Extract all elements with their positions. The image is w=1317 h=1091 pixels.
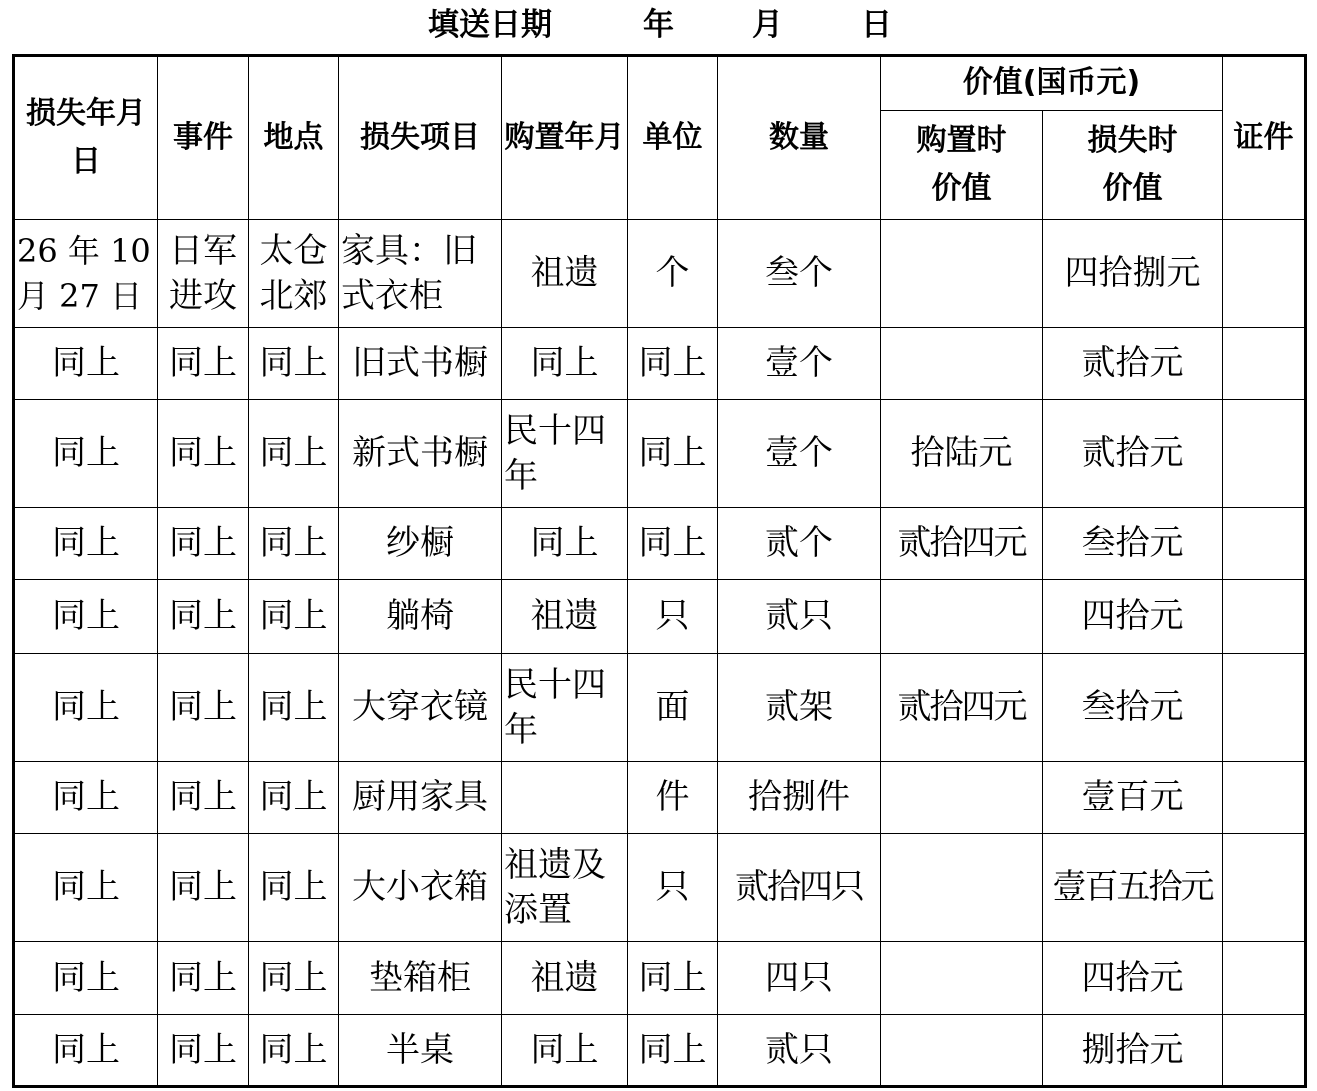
cell-place: 同上 <box>249 834 339 942</box>
cell-unit: 同上 <box>628 508 718 580</box>
cell-event: 同上 <box>158 400 249 508</box>
cell-purchase-date: 祖遗 <box>502 580 628 654</box>
cell-event: 同上 <box>158 942 249 1015</box>
cell-purchase-date <box>502 762 628 834</box>
col-header-evidence: 证件 <box>1223 56 1306 220</box>
cell-quantity: 四只 <box>718 942 881 1015</box>
cell-value-loss: 四拾元 <box>1043 942 1223 1015</box>
cell-event: 同上 <box>158 834 249 942</box>
table-row <box>14 580 1306 654</box>
table-row <box>14 328 1306 400</box>
cell-value-purchase <box>881 942 1043 1015</box>
cell-evidence <box>1223 508 1306 580</box>
col-header-value-loss: 损失时价值 <box>1043 110 1223 219</box>
cell-evidence <box>1223 328 1306 400</box>
cell-quantity: 贰只 <box>718 1015 881 1087</box>
cell-quantity: 壹个 <box>718 328 881 400</box>
cell-quantity: 贰架 <box>718 654 881 762</box>
cell-place: 同上 <box>249 400 339 508</box>
cell-quantity: 壹个 <box>718 400 881 508</box>
col-header-value-purchase: 购置时价值 <box>881 110 1043 219</box>
fill-date-month: 月 <box>752 7 783 43</box>
cell-place: 同上 <box>249 328 339 400</box>
cell-loss-date: 同上 <box>14 508 158 580</box>
cell-quantity: 贰拾四只 <box>718 834 881 942</box>
cell-place: 同上 <box>249 762 339 834</box>
cell-item: 家具：旧式衣柜 <box>339 220 502 328</box>
cell-place: 太仓北郊 <box>249 220 339 328</box>
cell-event: 同上 <box>158 580 249 654</box>
cell-value-purchase <box>881 762 1043 834</box>
cell-unit: 个 <box>628 220 718 328</box>
cell-unit: 同上 <box>628 328 718 400</box>
cell-evidence <box>1223 762 1306 834</box>
cell-event: 同上 <box>158 654 249 762</box>
fill-date-label: 填送日期 <box>428 7 552 43</box>
cell-item: 大小衣箱 <box>339 834 502 942</box>
cell-purchase-date: 民十四年 <box>502 400 628 508</box>
col-header-purchase-date: 购置年月 <box>502 56 628 220</box>
cell-evidence <box>1223 654 1306 762</box>
table-row <box>14 834 1306 942</box>
cell-item: 垫箱柜 <box>339 942 502 1015</box>
fill-date-line <box>0 2 1317 50</box>
col-header-event: 事件 <box>158 56 249 220</box>
cell-item: 纱橱 <box>339 508 502 580</box>
col-header-loss-date: 损失年月日 <box>14 56 158 220</box>
cell-quantity: 拾捌件 <box>718 762 881 834</box>
cell-evidence <box>1223 400 1306 508</box>
cell-purchase-date: 同上 <box>502 1015 628 1087</box>
cell-place: 同上 <box>249 580 339 654</box>
cell-place: 同上 <box>249 1015 339 1087</box>
cell-item: 厨用家具 <box>339 762 502 834</box>
cell-purchase-date: 同上 <box>502 508 628 580</box>
cell-event: 同上 <box>158 508 249 580</box>
table-row <box>14 508 1306 580</box>
fill-date-year: 年 <box>643 7 674 43</box>
cell-unit: 同上 <box>628 400 718 508</box>
cell-loss-date: 同上 <box>14 942 158 1015</box>
cell-value-purchase <box>881 580 1043 654</box>
cell-value-purchase: 拾陆元 <box>881 400 1043 508</box>
cell-quantity: 叁个 <box>718 220 881 328</box>
col-header-unit: 单位 <box>628 56 718 220</box>
cell-value-purchase <box>881 220 1043 328</box>
cell-unit: 只 <box>628 580 718 654</box>
cell-value-loss: 贰拾元 <box>1043 328 1223 400</box>
table-row <box>14 1015 1306 1087</box>
cell-evidence <box>1223 1015 1306 1087</box>
cell-value-loss: 四拾捌元 <box>1043 220 1223 328</box>
cell-item: 半桌 <box>339 1015 502 1087</box>
col-header-quantity: 数量 <box>718 56 881 220</box>
fill-date-day: 日 <box>861 7 892 43</box>
col-header-item: 损失项目 <box>339 56 502 220</box>
cell-item: 新式书橱 <box>339 400 502 508</box>
cell-quantity: 贰个 <box>718 508 881 580</box>
cell-evidence <box>1223 220 1306 328</box>
table-row <box>14 220 1306 328</box>
table-row <box>14 654 1306 762</box>
cell-value-purchase <box>881 328 1043 400</box>
cell-loss-date: 同上 <box>14 1015 158 1087</box>
cell-value-loss: 叁拾元 <box>1043 654 1223 762</box>
cell-event: 同上 <box>158 328 249 400</box>
cell-event: 同上 <box>158 1015 249 1087</box>
col-header-value-group: 价值(国币元) <box>881 56 1223 111</box>
cell-purchase-date: 祖遗 <box>502 220 628 328</box>
cell-purchase-date: 祖遗及添置 <box>502 834 628 942</box>
cell-value-loss: 四拾元 <box>1043 580 1223 654</box>
col-header-place: 地点 <box>249 56 339 220</box>
cell-value-loss: 捌拾元 <box>1043 1015 1223 1087</box>
cell-value-loss: 叁拾元 <box>1043 508 1223 580</box>
cell-loss-date: 同上 <box>14 762 158 834</box>
cell-value-loss: 壹百五拾元 <box>1043 834 1223 942</box>
cell-loss-date: 同上 <box>14 654 158 762</box>
cell-event: 日军进攻 <box>158 220 249 328</box>
cell-event: 同上 <box>158 762 249 834</box>
cell-evidence <box>1223 834 1306 942</box>
cell-loss-date: 同上 <box>14 580 158 654</box>
cell-purchase-date: 祖遗 <box>502 942 628 1015</box>
table-row <box>14 762 1306 834</box>
cell-unit: 只 <box>628 834 718 942</box>
cell-unit: 面 <box>628 654 718 762</box>
cell-unit: 件 <box>628 762 718 834</box>
cell-quantity: 贰只 <box>718 580 881 654</box>
cell-unit: 同上 <box>628 1015 718 1087</box>
cell-purchase-date: 民十四年 <box>502 654 628 762</box>
cell-value-purchase: 贰拾四元 <box>881 508 1043 580</box>
table-row <box>14 942 1306 1015</box>
cell-value-purchase <box>881 1015 1043 1087</box>
cell-value-loss: 贰拾元 <box>1043 400 1223 508</box>
cell-item: 旧式书橱 <box>339 328 502 400</box>
cell-purchase-date: 同上 <box>502 328 628 400</box>
cell-loss-date: 26 年 10 月 27 日 <box>14 220 158 328</box>
cell-loss-date: 同上 <box>14 328 158 400</box>
cell-place: 同上 <box>249 508 339 580</box>
cell-value-purchase: 贰拾四元 <box>881 654 1043 762</box>
cell-evidence <box>1223 942 1306 1015</box>
cell-item: 躺椅 <box>339 580 502 654</box>
cell-place: 同上 <box>249 942 339 1015</box>
cell-item: 大穿衣镜 <box>339 654 502 762</box>
cell-evidence <box>1223 580 1306 654</box>
cell-value-purchase <box>881 834 1043 942</box>
cell-place: 同上 <box>249 654 339 762</box>
loss-table <box>12 54 1307 1088</box>
cell-loss-date: 同上 <box>14 834 158 942</box>
table-row <box>14 400 1306 508</box>
cell-loss-date: 同上 <box>14 400 158 508</box>
cell-value-loss: 壹百元 <box>1043 762 1223 834</box>
cell-unit: 同上 <box>628 942 718 1015</box>
